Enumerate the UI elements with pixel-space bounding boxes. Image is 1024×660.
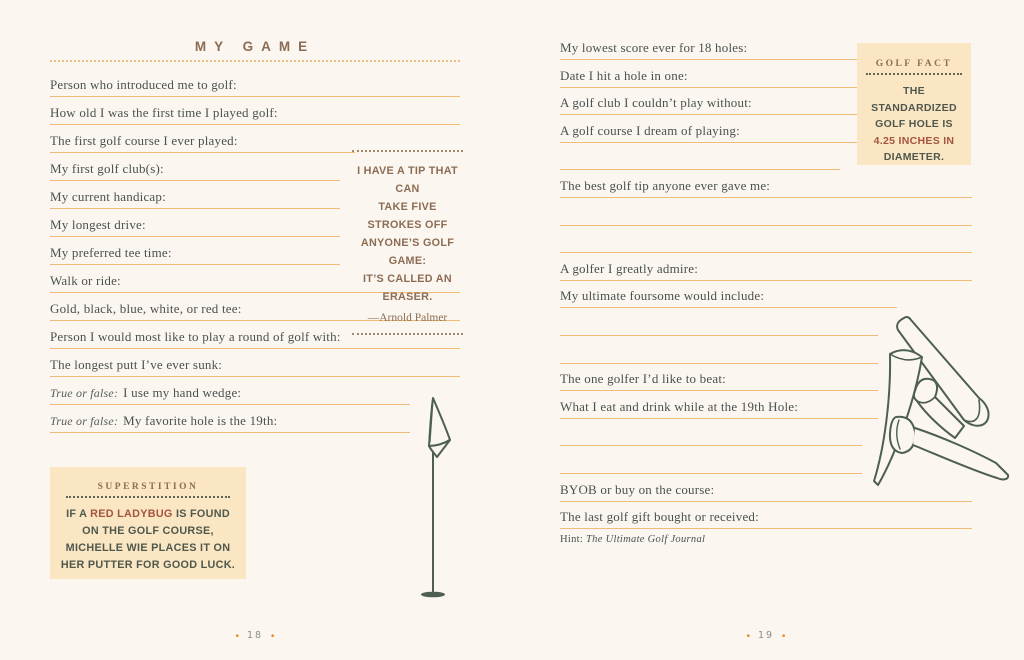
quote-attribution: —Arnold Palmer (367, 312, 448, 324)
dotted-rule (866, 73, 962, 75)
prompt-row: Walk or ride: (50, 265, 460, 293)
hint-line (560, 534, 705, 545)
page-number-right (560, 624, 972, 643)
prompt-row: BYOB or buy on the course: (560, 474, 972, 502)
page-dot-icon: • (745, 632, 751, 642)
highlight-text: RED LADYBUG (90, 508, 173, 520)
hint-value: The Ultimate Golf Journal (586, 534, 706, 545)
prompt-row: My longest drive: (50, 209, 340, 237)
prompt-row: A golf course I dream of playing: (560, 115, 875, 143)
prompt-row: The first golf course I ever played: (50, 125, 355, 153)
golf-fact-box-body: THE STANDARDIZED GOLF HOLE IS 4.25 INCHES IN DIAMETER. (871, 85, 957, 163)
prompt-row: A golf club I couldn’t play without: (560, 88, 875, 116)
prompt-row: A golfer I greatly admire: (560, 253, 972, 281)
blank-write-in-line (560, 143, 840, 171)
blank-write-in-line (560, 419, 862, 447)
arnold-palmer-quote (352, 150, 463, 335)
page-dot-icon: • (234, 632, 240, 642)
prompt-row: My current handicap: (50, 181, 340, 209)
prompt-row: How old I was the first time I played golf: (50, 97, 460, 125)
golf-flag-illustration (413, 390, 459, 608)
page-dot-icon: • (781, 632, 787, 642)
prompt-row: What I eat and drink while at the 19th Hole: (560, 391, 878, 419)
left-page (50, 0, 460, 660)
superstition-box-body: IF A RED LADYBUG IS FOUND ON THE GOLF COURSE, MICHELLE WIE PLACES IT ON HER PUTTER FOR GOOD LUCK. (60, 508, 236, 571)
hint-label: Hint: (560, 534, 584, 545)
golf-fact-box (857, 43, 971, 165)
blank-write-in-line (560, 446, 862, 474)
prompt-row: Person I would most like to play a round of golf with: (50, 321, 460, 349)
prompt-row: True or false: I use my hand wedge: (50, 377, 410, 405)
page-title: MY GAME (194, 39, 316, 54)
dotted-rule (50, 60, 460, 62)
page-dot-icon: • (270, 632, 276, 642)
prompt-row: The best golf tip anyone ever gave me: (560, 170, 972, 198)
blank-write-in-line (560, 226, 972, 254)
right-page (560, 0, 972, 660)
quote-text: I HAVE A TIP THAT CAN TAKE FIVE STROKES OFF ANYONE’S GOLF GAME: IT’S CALLED AN ERASER. (357, 165, 458, 303)
superstition-box-title: SUPERSTITION (97, 482, 199, 492)
prompt-row: True or false: My favorite hole is the 19th: (50, 405, 410, 433)
golf-tees-illustration (860, 312, 1014, 504)
prompt-row: My preferred tee time: (50, 237, 340, 265)
page-number-left (50, 624, 460, 643)
dotted-rule (66, 496, 231, 498)
blank-write-in-line (560, 308, 878, 336)
golf-fact-box-title: GOLF FACT (875, 59, 953, 69)
blank-write-in-line (560, 336, 878, 364)
prompt-row: The longest putt I’ve ever sunk: (50, 349, 460, 377)
superstition-box (50, 467, 246, 579)
page-number: 18 (246, 630, 264, 641)
prompt-row: My ultimate foursome would include: (560, 281, 897, 309)
prompt-row: The last golf gift bought or received: (560, 502, 972, 530)
blank-write-in-line (560, 198, 972, 226)
prompt-row: The one golfer I’d like to beat: (560, 364, 878, 392)
highlight-text: 4.25 INCHES IN (873, 134, 955, 147)
prompt-row: Date I hit a hole in one: (560, 60, 875, 88)
prompt-row: Person who introduced me to golf: (50, 69, 460, 97)
prompt-row: My lowest score ever for 18 holes: (560, 33, 875, 61)
prompt-row: Gold, black, blue, white, or red tee: (50, 293, 460, 321)
page-number: 19 (757, 630, 775, 641)
prompt-row: My first golf club(s): (50, 153, 340, 181)
